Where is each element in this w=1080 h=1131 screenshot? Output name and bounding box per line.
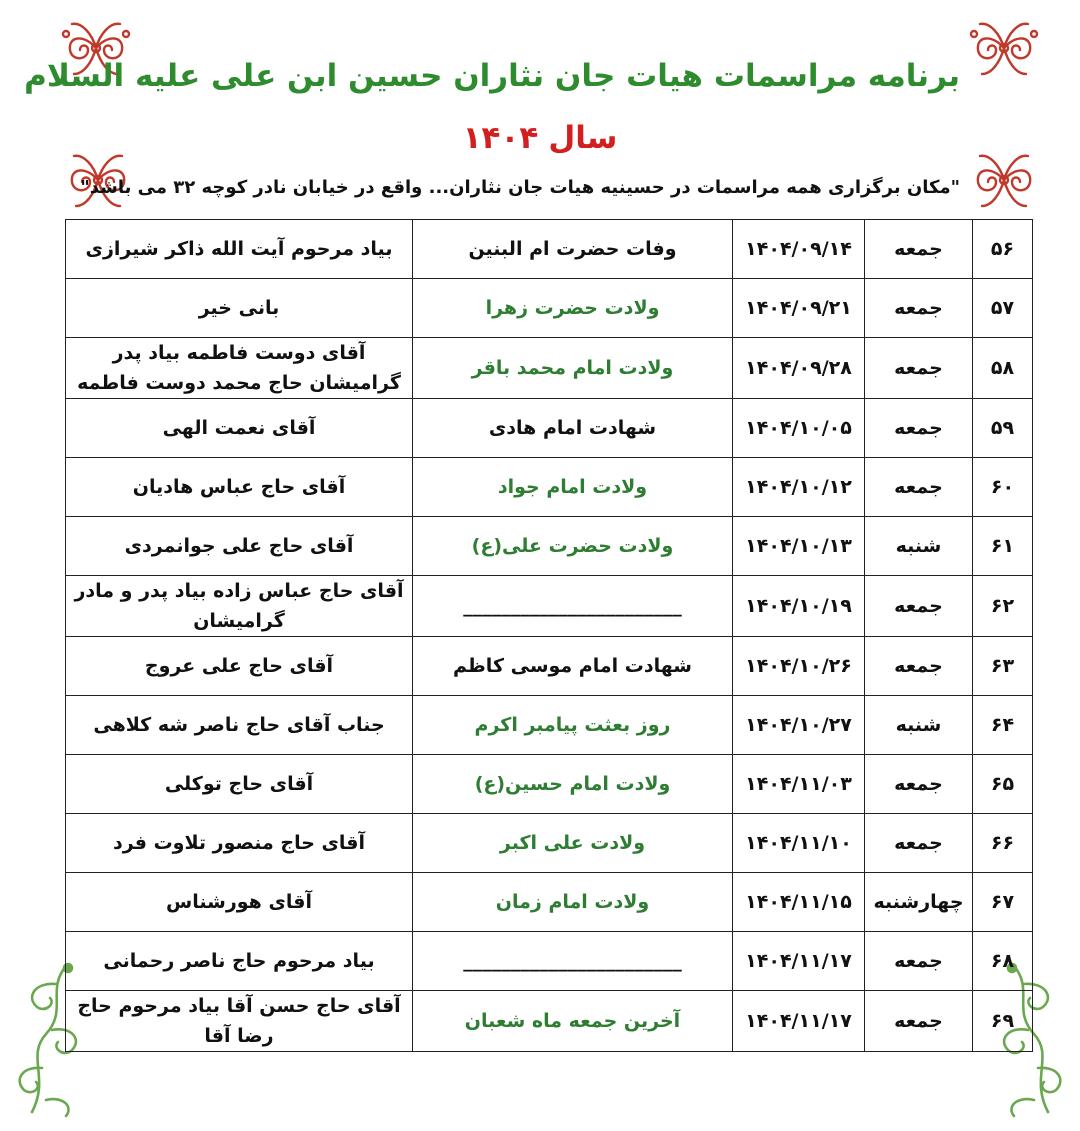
row-number-cell: ۶۷ (973, 873, 1033, 932)
host-cell: آقای حاج توکلی (66, 755, 413, 814)
day-cell: جمعه (865, 279, 973, 338)
date-cell: ۱۴۰۴/۱۰/۱۹ (733, 576, 865, 637)
occasion-cell: آخرین جمعه ماه شعبان (413, 991, 733, 1052)
table-row (66, 932, 1033, 991)
day-cell: شنبه (865, 696, 973, 755)
date-cell: ۱۴۰۴/۰۹/۱۴ (733, 220, 865, 279)
host-cell: آقای حاج منصور تلاوت فرد (66, 814, 413, 873)
day-cell: جمعه (865, 220, 973, 279)
host-cell: بانی خیر (66, 279, 413, 338)
date-cell: ۱۴۰۴/۱۰/۱۲ (733, 458, 865, 517)
occasion-cell: ولادت امام زمان (413, 873, 733, 932)
host-cell: آقای حاج عباس هادیان (66, 458, 413, 517)
occasion-cell: ولادت حضرت علی(ع) (413, 517, 733, 576)
day-cell: شنبه (865, 517, 973, 576)
row-number-cell: ۶۴ (973, 696, 1033, 755)
day-cell: جمعه (865, 991, 973, 1052)
date-cell: ۱۴۰۴/۱۰/۰۵ (733, 399, 865, 458)
year-label: سال (548, 120, 618, 156)
date-cell: ۱۴۰۴/۱۰/۲۶ (733, 637, 865, 696)
date-cell: ۱۴۰۴/۱۱/۱۷ (733, 932, 865, 991)
row-number-cell: ۶۶ (973, 814, 1033, 873)
row-number-cell: ۵۶ (973, 220, 1033, 279)
year-value: ۱۴۰۴ (462, 120, 539, 156)
row-number-cell: ۶۳ (973, 637, 1033, 696)
host-cell: آقای هورشناس (66, 873, 413, 932)
host-cell: آقای نعمت الهی (66, 399, 413, 458)
row-number-cell: ۵۸ (973, 338, 1033, 399)
table-row (66, 814, 1033, 873)
venue-notice: "مکان برگزاری همه مراسمات در حسینیه هیات جان نثاران... واقع در خیابان نادر کوچه ۳۲ می باشد" (80, 177, 960, 198)
table-row (66, 220, 1033, 279)
year-heading (340, 120, 740, 156)
day-cell: جمعه (865, 637, 973, 696)
row-number-cell: ۶۰ (973, 458, 1033, 517)
occasion-cell: ولادت حضرت زهرا (413, 279, 733, 338)
day-cell: جمعه (865, 932, 973, 991)
occasion-cell: ولادت امام حسین(ع) (413, 755, 733, 814)
table-row (66, 458, 1033, 517)
table-row (66, 338, 1033, 399)
row-number-cell: ۶۲ (973, 576, 1033, 637)
table-row (66, 637, 1033, 696)
side-ornament-right-icon (966, 146, 1042, 214)
occasion-cell: ولادت علی اکبر (413, 814, 733, 873)
schedule-body (66, 220, 1033, 1052)
occasion-cell: ولادت امام جواد (413, 458, 733, 517)
day-cell: جمعه (865, 458, 973, 517)
row-number-cell: ۶۸ (973, 932, 1033, 991)
table-row (66, 991, 1033, 1052)
host-cell: بیاد مرحوم آیت الله ذاکر شیرازی (66, 220, 413, 279)
day-cell: جمعه (865, 338, 973, 399)
table-row (66, 576, 1033, 637)
date-cell: ۱۴۰۴/۰۹/۲۸ (733, 338, 865, 399)
row-number-cell: ۵۹ (973, 399, 1033, 458)
host-cell: جناب آقای حاج ناصر شه کلاهی (66, 696, 413, 755)
row-number-cell: ۶۱ (973, 517, 1033, 576)
table-row (66, 873, 1033, 932)
date-cell: ۱۴۰۴/۱۱/۱۷ (733, 991, 865, 1052)
day-cell: جمعه (865, 814, 973, 873)
row-number-cell: ۵۷ (973, 279, 1033, 338)
occasion-cell: روز بعثت پیامبر اکرم (413, 696, 733, 755)
host-cell: آقای حاج عباس زاده بیاد پدر و مادر گرامیشان (66, 576, 413, 637)
date-cell: ۱۴۰۴/۱۰/۲۷ (733, 696, 865, 755)
table-row (66, 696, 1033, 755)
host-cell: آقای دوست فاطمه بیاد پدر گرامیشان حاج محمد دوست فاطمه (66, 338, 413, 399)
table-row (66, 399, 1033, 458)
table-row (66, 517, 1033, 576)
day-cell: جمعه (865, 755, 973, 814)
row-number-cell: ۶۵ (973, 755, 1033, 814)
corner-ornament-top-right-icon (966, 14, 1042, 82)
occasion-cell: _______________________ (413, 932, 733, 991)
date-cell: ۱۴۰۴/۰۹/۲۱ (733, 279, 865, 338)
date-cell: ۱۴۰۴/۱۱/۱۰ (733, 814, 865, 873)
schedule-table (65, 219, 1033, 1052)
occasion-cell: شهادت امام موسی کاظم (413, 637, 733, 696)
host-cell: آقای حاج حسن آقا بیاد مرحوم حاج رضا آقا (66, 991, 413, 1052)
day-cell: جمعه (865, 399, 973, 458)
date-cell: ۱۴۰۴/۱۰/۱۳ (733, 517, 865, 576)
occasion-cell: وفات حضرت ام البنین (413, 220, 733, 279)
host-cell: آقای حاج علی جوانمردی (66, 517, 413, 576)
day-cell: جمعه (865, 576, 973, 637)
occasion-cell: _______________________ (413, 576, 733, 637)
occasion-cell: شهادت امام هادی (413, 399, 733, 458)
occasion-cell: ولادت امام محمد باقر (413, 338, 733, 399)
host-cell: بیاد مرحوم حاج ناصر رحمانی (66, 932, 413, 991)
table-row (66, 755, 1033, 814)
date-cell: ۱۴۰۴/۱۱/۰۳ (733, 755, 865, 814)
date-cell: ۱۴۰۴/۱۱/۱۵ (733, 873, 865, 932)
table-row (66, 279, 1033, 338)
page-title: برنامه مراسمات هیات جان نثاران حسین ابن علی علیه السلام (24, 58, 960, 94)
host-cell: آقای حاج علی عروج (66, 637, 413, 696)
row-number-cell: ۶۹ (973, 991, 1033, 1052)
day-cell: چهارشنبه (865, 873, 973, 932)
